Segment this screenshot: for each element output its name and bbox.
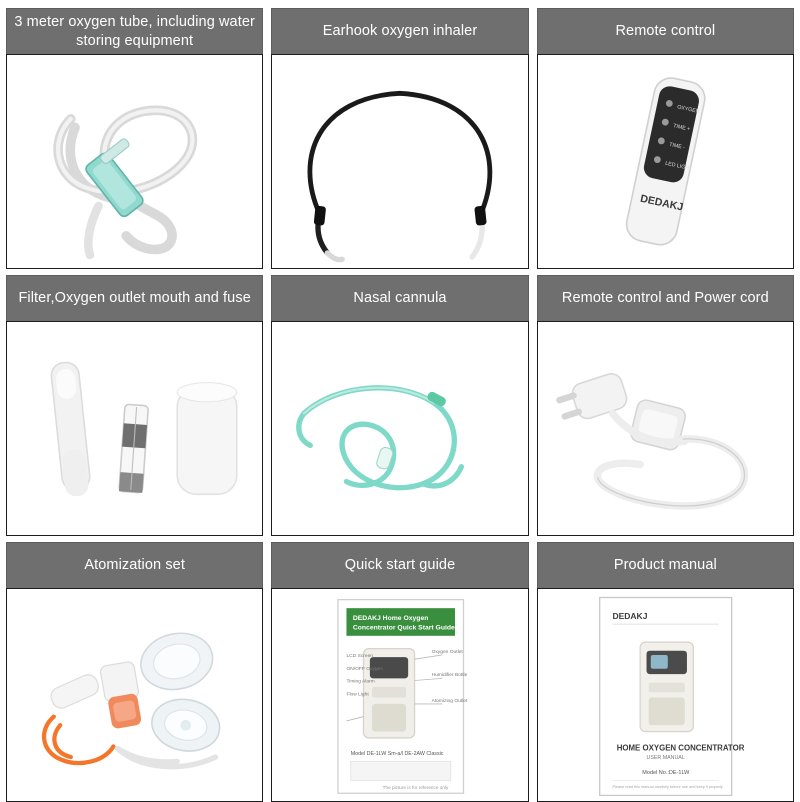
svg-text:DEDAKJ: DEDAKJ [612,610,648,621]
svg-text:USER MANUAL: USER MANUAL [646,754,685,761]
svg-text:OXYGEN: OXYGEN [676,104,700,115]
svg-text:HOME OXYGEN CONCENTRATOR: HOME OXYGEN CONCENTRATOR [616,743,745,753]
caption-remote-and-power-cord: Remote control and Power cord [537,275,794,321]
svg-text:LED LIGHT: LED LIGHT [664,160,693,173]
svg-text:Concentrator Quick Start Guide: Concentrator Quick Start Guide [353,623,456,631]
caption-earhook-inhaler: Earhook oxygen inhaler [271,8,528,54]
svg-text:Humidifier Bottle: Humidifier Bottle [431,672,468,678]
cell-quick-start-guide [271,542,528,802]
svg-text:Model DE-1LW Sm-a/l DE-2AW C: Model DE-1LW Sm-a/l DE-2AW Classic [351,750,444,757]
caption-quick-start-guide: Quick start guide [271,542,528,588]
photo-nasal-cannula [271,321,528,536]
svg-text:TIME +: TIME + [672,123,691,133]
cell-remote-and-power-cord [537,275,794,536]
photo-filter-outlet-fuse [6,321,263,536]
svg-text:LCD Screen: LCD Screen [346,653,374,659]
cell-nasal-cannula [271,275,528,536]
photo-remote-control [537,54,794,269]
cell-filter-outlet-fuse [6,275,263,536]
cell-atomization-set [6,542,263,802]
caption-filter-outlet-fuse: Filter,Oxygen outlet mouth and fuse [6,275,263,321]
caption-nasal-cannula: Nasal cannula [271,275,528,321]
caption-oxygen-tube: 3 meter oxygen tube, including water storing equipment [6,8,263,54]
svg-text:Atomizing Outlet: Atomizing Outlet [431,698,468,704]
svg-text:Flow Light: Flow Light [346,691,370,697]
photo-product-manual [537,588,794,802]
photo-oxygen-tube [6,54,263,269]
cell-oxygen-tube [6,8,263,269]
caption-product-manual: Product manual [537,542,794,588]
cell-earhook-inhaler [271,8,528,269]
cell-product-manual [537,542,794,802]
photo-quick-start-guide [271,588,528,802]
photo-atomization-set [6,588,263,802]
svg-text:DEDAKJ: DEDAKJ [638,192,685,214]
svg-text:DEDAKJ Home Oxygen: DEDAKJ Home Oxygen [353,614,429,622]
svg-text:Model No.:DE-1LW: Model No.:DE-1LW [641,769,690,776]
caption-atomization-set: Atomization set [6,542,263,588]
photo-remote-and-power-cord [537,321,794,536]
svg-text:TIME -: TIME - [668,141,686,152]
svg-text:Please read this manual carefu: Please read this manual carefully before use and keep it properly [612,784,723,789]
svg-text:Timing Alarm: Timing Alarm [346,679,376,685]
svg-text:Oxygen Outlet: Oxygen Outlet [431,649,464,655]
svg-text:ON/OFF Oxygen: ON/OFF Oxygen [346,666,384,672]
svg-text:The picture is for reference o: The picture is for reference only [382,784,449,790]
cell-remote-control [537,8,794,269]
caption-remote-control: Remote control [537,8,794,54]
photo-earhook-inhaler [271,54,528,269]
